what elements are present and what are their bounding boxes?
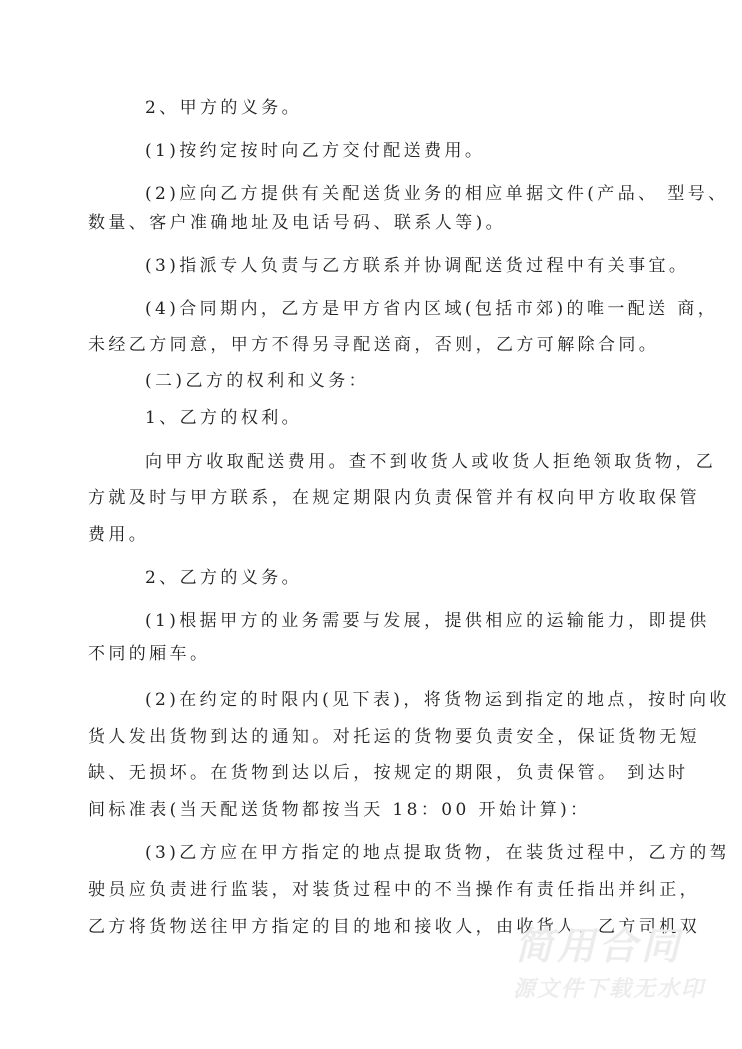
section-heading: (二)乙方的权利和义务： (145, 371, 370, 391)
paragraph-line: (4)合同期内，乙方是甲方省内区域(包括市郊)的唯一配送 商， (145, 299, 719, 319)
paragraph-line: 驶员应负责进行监装，对装货过程中的不当操作有责任指出并纠正， (88, 880, 700, 900)
section-heading: 2、乙方的义务。 (145, 568, 303, 588)
paragraph-line: 向甲方收取配送费用。查不到收货人或收货人拒绝领取货物，乙 (145, 452, 717, 472)
paragraph-line: 乙方将货物送往甲方指定的目的地和接收人，由收货人、乙方司机双 (88, 917, 700, 937)
paragraph-line: (1)根据甲方的业务需要与发展，提供相应的运输能力，即提供 (145, 611, 710, 631)
paragraph-line: (3)乙方应在甲方指定的地点提取货物，在装货过程中，乙方的驾 (145, 843, 731, 863)
section-heading: 1、乙方的权利。 (145, 408, 303, 428)
paragraph-line: 缺、无损坏。在货物到达以后，按规定的期限，负责保管。 到达时 (88, 763, 689, 783)
paragraph-line: (2)在约定的时限内(见下表)，将货物运到指定的地点，按时向收 (145, 690, 730, 710)
paragraph-line: 间标准表(当天配送货物都按当天 18：00 开始计算)： (88, 800, 591, 820)
paragraph-line: (3)指派专人负责与乙方联系并协调配送货过程中有关事宜。 (145, 256, 690, 276)
paragraph-line: 不同的厢车。 (88, 644, 211, 664)
paragraph-line: 方就及时与甲方联系，在规定期限内负责保管并有权向甲方收取保管 (88, 488, 700, 508)
watermark-logo: 简用合同 (515, 924, 684, 968)
watermark-subtitle: 源文件下载无水印 (513, 977, 706, 1002)
paragraph-line: 货人发出货物到达的通知。对托运的货物要负责安全，保证货物无短 (88, 727, 700, 747)
paragraph-line: (1)按约定按时向乙方交付配送费用。 (145, 141, 486, 161)
paragraph-line: 数量、客户准确地址及电话号码、联系人等)。 (88, 213, 507, 233)
paragraph-line: (2)应向乙方提供有关配送货业务的相应单据文件(产品、 型号、 (145, 184, 729, 204)
paragraph-line: 费用。 (88, 525, 150, 545)
section-heading: 2、甲方的义务。 (145, 98, 303, 118)
paragraph-line: 未经乙方同意，甲方不得另寻配送商，否则，乙方可解除合同。 (88, 335, 660, 355)
